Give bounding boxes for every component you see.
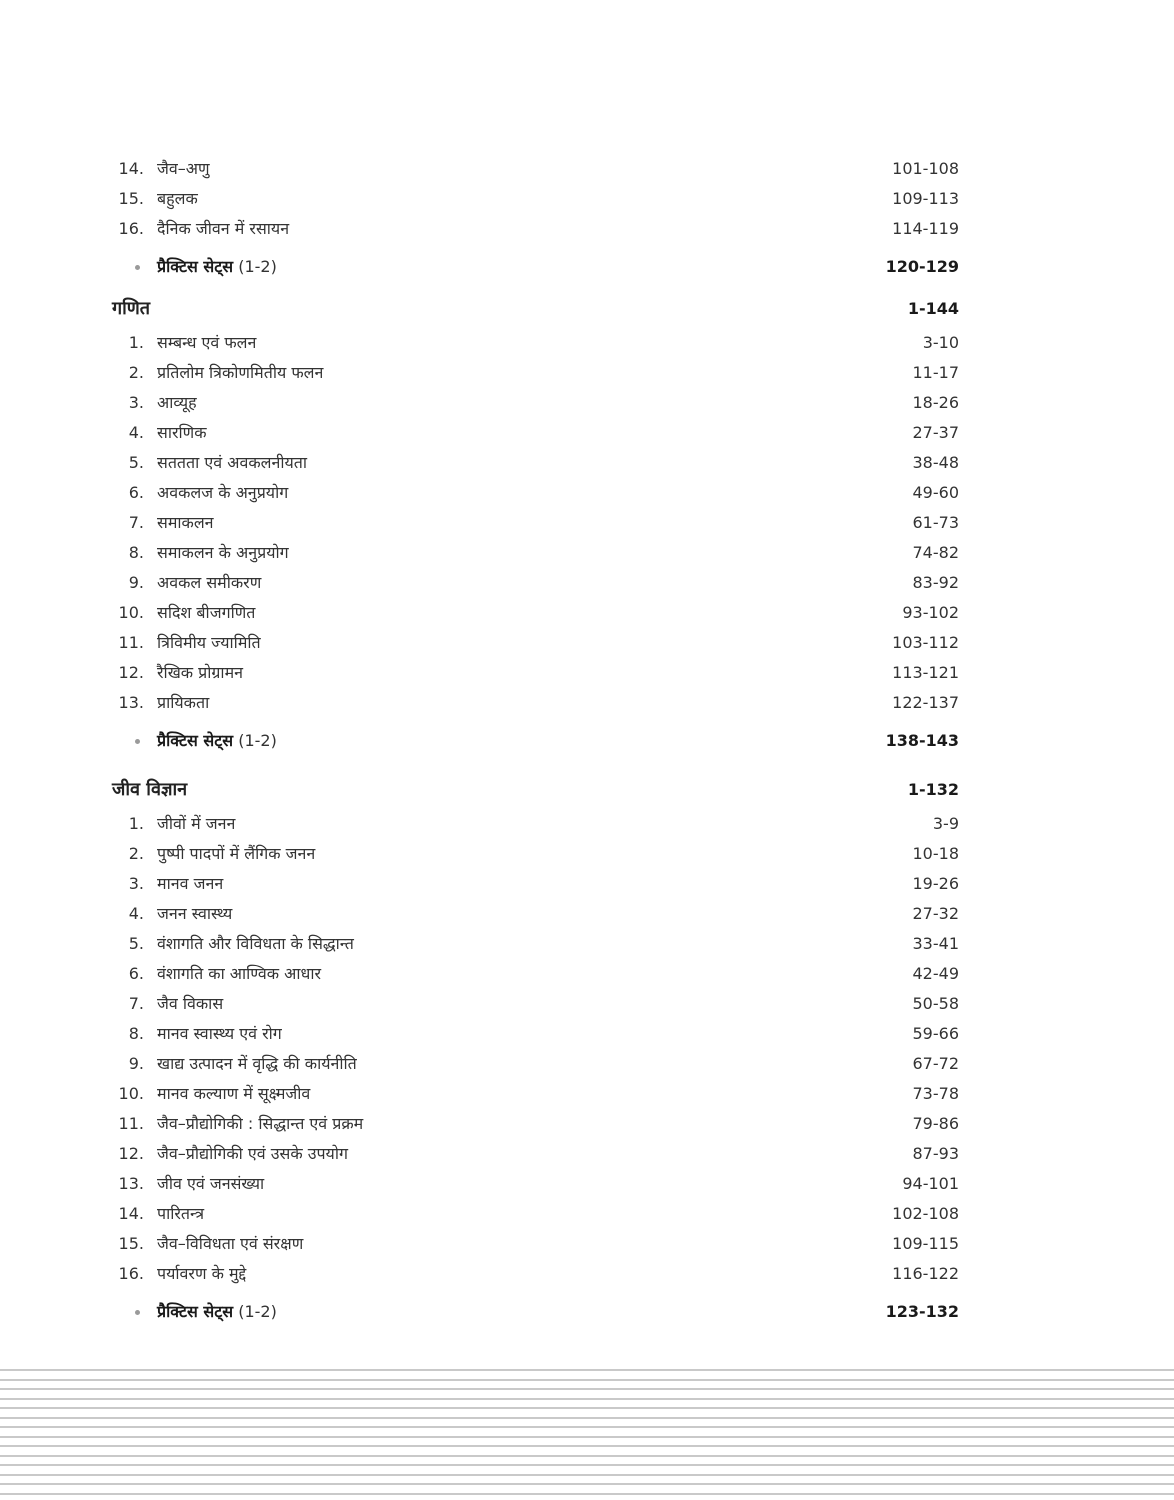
chapter-number: 10. xyxy=(118,603,144,622)
chapter-row xyxy=(0,478,1174,508)
chapter-row xyxy=(0,388,1174,418)
chapter-row xyxy=(0,1199,1174,1229)
page-range: 83-92 xyxy=(912,573,959,592)
chapter-row xyxy=(0,628,1174,658)
practice-sets-label: प्रैक्टिस सेट्स (1-2) xyxy=(157,731,277,750)
bullet-icon xyxy=(135,739,140,744)
chapter-number: 9. xyxy=(128,1054,144,1073)
chapter-title: आव्यूह xyxy=(157,393,197,412)
chapter-row xyxy=(0,899,1174,929)
page-range: 109-113 xyxy=(892,189,959,208)
chapter-title: पारितन्त्र xyxy=(157,1204,205,1223)
chapter-row xyxy=(0,1169,1174,1199)
footer-stripe xyxy=(0,1379,1174,1381)
bullet-icon xyxy=(135,1310,140,1315)
chapter-number: 16. xyxy=(118,219,144,238)
chapter-number: 14. xyxy=(118,1204,144,1223)
page-range: 19-26 xyxy=(912,874,959,893)
chapter-title: त्रिविमीय ज्यामिति xyxy=(157,633,261,652)
footer-stripe xyxy=(0,1464,1174,1466)
chapter-row xyxy=(0,989,1174,1019)
chapter-number: 4. xyxy=(128,904,144,923)
chapter-title: दैनिक जीवन में रसायन xyxy=(157,219,290,238)
chapter-row xyxy=(0,658,1174,688)
chapter-title: प्रतिलोम त्रिकोणमितीय फलन xyxy=(157,363,324,382)
practice-sets-row xyxy=(0,1297,1174,1327)
footer-stripe xyxy=(0,1369,1174,1371)
chapter-number: 3. xyxy=(128,874,144,893)
page-range: 1-144 xyxy=(907,299,959,318)
footer-stripe xyxy=(0,1388,1174,1390)
chapter-row xyxy=(0,568,1174,598)
footer-stripe xyxy=(0,1417,1174,1419)
chapter-title: खाद्य उत्पादन में वृद्धि की कार्यनीति xyxy=(157,1054,357,1073)
chapter-row xyxy=(0,1019,1174,1049)
chapter-number: 11. xyxy=(118,633,144,652)
chapter-row xyxy=(0,869,1174,899)
footer-stripes xyxy=(0,1365,1174,1500)
chapter-number: 3. xyxy=(128,393,144,412)
chapter-row xyxy=(0,688,1174,718)
practice-sets-label: प्रैक्टिस सेट्स (1-2) xyxy=(157,257,277,276)
chapter-title: जीवों में जनन xyxy=(157,814,236,833)
page-range: 3-10 xyxy=(922,333,959,352)
chapter-title: सम्बन्ध एवं फलन xyxy=(157,333,257,352)
chapter-row xyxy=(0,1109,1174,1139)
footer-stripe xyxy=(0,1474,1174,1476)
chapter-title: वंशागति और विविधता के सिद्धान्त xyxy=(157,934,354,953)
footer-stripe xyxy=(0,1436,1174,1438)
section-title: गणित xyxy=(112,298,151,319)
page-range: 79-86 xyxy=(912,1114,959,1133)
chapter-number: 8. xyxy=(128,1024,144,1043)
chapter-title: समाकलन xyxy=(157,513,214,532)
chapter-row xyxy=(0,1139,1174,1169)
chapter-row xyxy=(0,598,1174,628)
page-range: 38-48 xyxy=(912,453,959,472)
chapter-number: 5. xyxy=(128,453,144,472)
page-range: 101-108 xyxy=(892,159,959,178)
section-title: जीव विज्ञान xyxy=(112,779,188,800)
practice-sets-label: प्रैक्टिस सेट्स (1-2) xyxy=(157,1302,277,1321)
chapter-title: सततता एवं अवकलनीयता xyxy=(157,453,308,472)
chapter-number: 9. xyxy=(128,573,144,592)
chapter-title: समाकलन के अनुप्रयोग xyxy=(157,543,289,562)
page-range: 49-60 xyxy=(912,483,959,502)
chapter-number: 8. xyxy=(128,543,144,562)
page-range: 1-132 xyxy=(907,780,959,799)
page-range: 42-49 xyxy=(912,964,959,983)
chapter-number: 14. xyxy=(118,159,144,178)
chapter-title: सारणिक xyxy=(157,423,207,442)
chapter-number: 12. xyxy=(118,663,144,682)
chapter-title: मानव कल्याण में सूक्ष्मजीव xyxy=(157,1084,311,1103)
page-range: 113-121 xyxy=(892,663,959,682)
page-range: 27-37 xyxy=(912,423,959,442)
chapter-title: रैखिक प्रोग्रामन xyxy=(157,663,244,682)
chapter-row xyxy=(0,418,1174,448)
chapter-title: जनन स्वास्थ्य xyxy=(157,904,233,923)
chapter-row xyxy=(0,538,1174,568)
chapter-number: 6. xyxy=(128,483,144,502)
chapter-title: जैव–अणु xyxy=(157,159,210,178)
chapter-number: 7. xyxy=(128,513,144,532)
page-range: 93-102 xyxy=(902,603,959,622)
chapter-title: पर्यावरण के मुद्दे xyxy=(157,1264,247,1283)
chapter-title: अवकल समीकरण xyxy=(157,573,262,592)
footer-stripe xyxy=(0,1398,1174,1400)
chapter-title: जैव विकास xyxy=(157,994,224,1013)
footer-stripe xyxy=(0,1445,1174,1447)
chapter-row xyxy=(0,508,1174,538)
chapter-title: अवकलज के अनुप्रयोग xyxy=(157,483,289,502)
chapter-row xyxy=(0,1259,1174,1289)
chapter-number: 6. xyxy=(128,964,144,983)
page-range: 122-137 xyxy=(892,693,959,712)
chapter-title: जैव–प्रौद्योगिकी एवं उसके उपयोग xyxy=(157,1144,348,1163)
page-range: 61-73 xyxy=(912,513,959,532)
chapter-number: 1. xyxy=(128,814,144,833)
page-range: 50-58 xyxy=(912,994,959,1013)
page-range: 116-122 xyxy=(892,1264,959,1283)
chapter-row xyxy=(0,839,1174,869)
chapter-row xyxy=(0,929,1174,959)
page-range: 33-41 xyxy=(912,934,959,953)
chapter-row xyxy=(0,358,1174,388)
chapter-row xyxy=(0,959,1174,989)
page-range: 67-72 xyxy=(912,1054,959,1073)
chapter-row xyxy=(0,1079,1174,1109)
chapter-row xyxy=(0,184,1174,214)
chapter-row xyxy=(0,809,1174,839)
chapter-row xyxy=(0,1229,1174,1259)
page-range: 123-132 xyxy=(885,1302,959,1321)
chapter-row xyxy=(0,1049,1174,1079)
page-range: 10-18 xyxy=(912,844,959,863)
page-range: 73-78 xyxy=(912,1084,959,1103)
page-range: 18-26 xyxy=(912,393,959,412)
page-range: 102-108 xyxy=(892,1204,959,1223)
chapter-title: मानव जनन xyxy=(157,874,224,893)
chapter-number: 13. xyxy=(118,693,144,712)
chapter-number: 11. xyxy=(118,1114,144,1133)
chapter-number: 2. xyxy=(128,844,144,863)
chapter-number: 1. xyxy=(128,333,144,352)
page-range: 120-129 xyxy=(885,257,959,276)
page-range: 11-17 xyxy=(912,363,959,382)
chapter-title: जीव एवं जनसंख्या xyxy=(157,1174,265,1193)
chapter-title: मानव स्वास्थ्य एवं रोग xyxy=(157,1024,282,1043)
chapter-title: जैव–प्रौद्योगिकी : सिद्धान्त एवं प्रक्रम xyxy=(157,1114,364,1133)
chapter-title: प्रायिकता xyxy=(157,693,210,712)
practice-sets-row xyxy=(0,726,1174,756)
page-range: 27-32 xyxy=(912,904,959,923)
chapter-number: 16. xyxy=(118,1264,144,1283)
page-range: 114-119 xyxy=(892,219,959,238)
chapter-row xyxy=(0,328,1174,358)
chapter-number: 2. xyxy=(128,363,144,382)
chapter-number: 15. xyxy=(118,1234,144,1253)
footer-stripe xyxy=(0,1455,1174,1457)
page-range: 3-9 xyxy=(932,814,959,833)
page-range: 59-66 xyxy=(912,1024,959,1043)
page-range: 87-93 xyxy=(912,1144,959,1163)
chapter-number: 13. xyxy=(118,1174,144,1193)
chapter-title: सदिश बीजगणित xyxy=(157,603,256,622)
chapter-row xyxy=(0,448,1174,478)
page-range: 103-112 xyxy=(892,633,959,652)
practice-sets-row xyxy=(0,252,1174,282)
footer-stripe xyxy=(0,1426,1174,1428)
chapter-number: 7. xyxy=(128,994,144,1013)
chapter-title: बहुलक xyxy=(157,189,198,208)
section-heading xyxy=(0,294,1174,324)
footer-stripe xyxy=(0,1483,1174,1485)
page-range: 109-115 xyxy=(892,1234,959,1253)
chapter-title: जैव–विविधता एवं संरक्षण xyxy=(157,1234,304,1253)
bullet-icon xyxy=(135,265,140,270)
chapter-row xyxy=(0,214,1174,244)
chapter-number: 4. xyxy=(128,423,144,442)
chapter-number: 5. xyxy=(128,934,144,953)
footer-stripe xyxy=(0,1407,1174,1409)
page-range: 138-143 xyxy=(885,731,959,750)
chapter-number: 12. xyxy=(118,1144,144,1163)
chapter-number: 10. xyxy=(118,1084,144,1103)
page-range: 74-82 xyxy=(912,543,959,562)
chapter-title: पुष्पी पादपों में लैंगिक जनन xyxy=(157,844,316,863)
footer-stripe xyxy=(0,1493,1174,1495)
section-heading xyxy=(0,775,1174,805)
chapter-number: 15. xyxy=(118,189,144,208)
chapter-row xyxy=(0,154,1174,184)
page-range: 94-101 xyxy=(902,1174,959,1193)
chapter-title: वंशागति का आण्विक आधार xyxy=(157,964,322,983)
